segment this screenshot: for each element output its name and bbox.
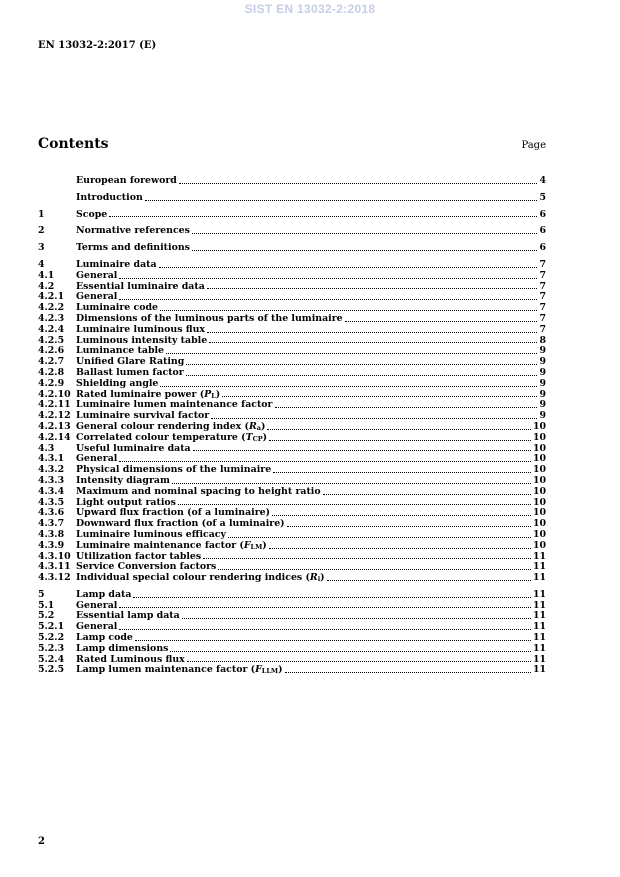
toc-entry-title-text: Upward flux fraction (of a luminaire) <box>76 507 271 519</box>
toc-entry-page: 10 <box>532 496 546 508</box>
toc-entry-number: 4.2.8 <box>38 366 65 378</box>
toc-entry[interactable] <box>38 193 546 204</box>
toc-entry-page: 7 <box>539 323 546 335</box>
toc-entry-title-text: Luminaire luminous flux <box>76 323 206 335</box>
toc-entry-page: 11 <box>532 621 546 633</box>
toc-dot-leader <box>267 429 531 430</box>
toc-entry-title-text: Rated luminaire power ( <box>76 388 205 400</box>
toc-entry-number: 4.2.7 <box>38 356 65 368</box>
toc-entry-title-text: Normative references <box>76 225 190 237</box>
toc-entry-number: 3 <box>38 242 45 254</box>
toc-entry-title <box>76 573 325 584</box>
toc-dot-leader <box>193 450 531 451</box>
toc-dot-leader <box>207 288 538 289</box>
toc-dot-leader <box>273 472 531 473</box>
toc-entry-number: 4.2.3 <box>38 312 65 324</box>
toc-entry-title-text: European foreword <box>76 175 177 186</box>
toc-entry-page: 7 <box>539 269 546 281</box>
watermark-text: SIST EN 13032-2:2018 <box>244 2 376 16</box>
toc-entry-title-text: Utilization factor tables <box>76 550 202 562</box>
toc-entry-title-text: Essential luminaire data <box>76 280 205 292</box>
toc-entry-page: 7 <box>539 258 546 270</box>
toc-entry-title-text: Intensity diagram <box>76 474 170 486</box>
toc-entry-title-text: General <box>76 291 118 303</box>
toc-entry-number: 4.2.2 <box>38 302 65 314</box>
toc-entry-title <box>76 210 107 221</box>
toc-entry-title-text: General <box>76 621 118 633</box>
toc-entry-symbol: P <box>204 388 212 400</box>
toc-entry-page: 11 <box>532 642 546 654</box>
toc-entry-number: 5.2.1 <box>38 621 65 633</box>
toc-entry-number: 4.2.5 <box>38 334 65 346</box>
toc-entry-page: 11 <box>532 550 546 562</box>
toc-entry-page: 7 <box>539 280 546 292</box>
toc-entry[interactable] <box>38 210 546 221</box>
toc-entry-symbol: R <box>248 420 257 432</box>
toc-entry-page: 5 <box>539 191 546 203</box>
toc-entry-number: 4.3.12 <box>38 572 71 584</box>
toc-entry-page: 9 <box>539 388 546 400</box>
toc-entry[interactable] <box>38 243 546 254</box>
toc-entry-number: 4.2 <box>38 280 55 292</box>
toc-entry-number: 4.3.10 <box>38 550 71 562</box>
toc-entry-symbol-subscript: LM <box>250 542 263 551</box>
toc-entry-title-text: Ballast lumen factor <box>76 366 184 378</box>
toc-entry-number: 4.3.6 <box>38 507 65 519</box>
toc-dot-leader <box>187 661 531 662</box>
toc-entry-number: 1 <box>38 208 45 220</box>
toc-dot-leader <box>159 267 538 268</box>
toc-entry-page: 10 <box>532 474 546 486</box>
toc-dot-leader <box>272 515 531 516</box>
toc-entry-title-text: Physical dimensions of the luminaire <box>76 464 272 476</box>
toc-entry-number: 5 <box>38 588 45 600</box>
toc-entry-number: 4.2.6 <box>38 345 65 357</box>
toc-dot-leader <box>160 386 537 387</box>
toc-entry-title-text: Dimensions of the luminous parts of the luminaire <box>76 312 343 324</box>
toc-entry-page: 8 <box>539 334 546 346</box>
toc-dot-leader <box>275 407 538 408</box>
toc-entry-number: 4.2.9 <box>38 377 65 389</box>
page-number: 2 <box>38 836 45 847</box>
toc-entry-title-text: Essential lamp data <box>76 610 180 622</box>
toc-entry-symbol: F <box>255 664 262 676</box>
table-of-contents <box>38 176 546 676</box>
toc-entry-number: 4.3 <box>38 442 55 454</box>
toc-dot-leader <box>287 526 531 527</box>
toc-entry-number: 4.2.14 <box>38 431 71 443</box>
toc-entry-number: 5.2 <box>38 610 55 622</box>
document-id: EN 13032-2:2017 (E) <box>38 40 157 51</box>
toc-entry-title-text: Luminous intensity table <box>76 334 208 346</box>
toc-dot-leader <box>345 321 538 322</box>
toc-entry-title <box>76 243 190 254</box>
toc-entry-number: 5.2.5 <box>38 664 65 676</box>
toc-entry-number: 4.2.1 <box>38 291 65 303</box>
toc-dot-leader <box>222 396 537 397</box>
toc-entry-symbol-subscript: i <box>317 575 321 584</box>
toc-entry-title-text: Shielding angle <box>76 377 159 389</box>
toc-entry-page: 7 <box>539 291 546 303</box>
toc-entry-symbol-subscript: CP <box>252 434 263 443</box>
page-column-label: Page <box>521 140 546 151</box>
toc-dot-leader <box>145 200 538 201</box>
toc-entry-title-text: General <box>76 269 118 281</box>
toc-entry-symbol: T <box>245 431 253 443</box>
toc-entry-number: 5.2.2 <box>38 632 65 644</box>
toc-entry-page: 11 <box>532 561 546 573</box>
toc-entry-title-suffix: ) <box>260 420 266 432</box>
toc-entry-page: 11 <box>532 653 546 665</box>
toc-entry-title-suffix: ) <box>262 539 267 551</box>
toc-dot-leader <box>133 597 531 598</box>
toc-entry-title-text: Luminaire luminous efficacy <box>76 528 226 540</box>
toc-dot-leader <box>170 651 531 652</box>
toc-entry-number: 5.1 <box>38 599 55 611</box>
toc-entry-number: 4.2.13 <box>38 420 71 432</box>
toc-entry-symbol-subscript: LLM <box>261 667 279 676</box>
toc-entry-title-suffix: ) <box>320 572 325 584</box>
toc-entry-number: 4.3.5 <box>38 496 65 508</box>
toc-dot-leader <box>192 250 538 251</box>
toc-entry-title-text: General <box>76 599 118 611</box>
toc-entry-title-text: Light output ratios <box>76 496 176 508</box>
toc-entry-title-text: Terms and definitions <box>76 242 190 254</box>
toc-dot-leader <box>327 580 531 581</box>
toc-dot-leader <box>172 483 531 484</box>
toc-entry-page: 10 <box>532 518 546 530</box>
toc-entry-page: 9 <box>539 399 546 411</box>
toc-entry-page: 10 <box>532 485 546 497</box>
toc-dot-leader <box>269 440 531 441</box>
toc-entry-page: 9 <box>539 377 546 389</box>
toc-dot-leader <box>209 342 537 343</box>
toc-entry-title-text: Luminaire survival factor <box>76 410 210 422</box>
toc-entry-title-suffix: ) <box>262 431 268 443</box>
toc-entry-number: 4.3.8 <box>38 528 65 540</box>
toc-entry-page: 11 <box>532 599 546 611</box>
toc-entry-title <box>76 226 190 237</box>
toc-entry-title-text: Luminaire lumen maintenance factor <box>76 399 273 411</box>
toc-entry-page: 10 <box>532 464 546 476</box>
toc-entry-title-text: Lamp data <box>76 588 132 600</box>
toc-entry-number: 4.1 <box>38 269 55 281</box>
toc-entry-number: 4.3.1 <box>38 453 65 465</box>
toc-dot-leader <box>211 418 537 419</box>
toc-dot-leader <box>218 569 531 570</box>
toc-entry-number: 4 <box>38 258 45 270</box>
toc-entry-page: 9 <box>539 356 546 368</box>
toc-entry-title-text: Unified Glare Rating <box>76 356 185 368</box>
toc-entry[interactable] <box>38 665 546 676</box>
toc-dot-leader <box>160 310 537 311</box>
toc-entry-title-text: Maximum and nominal spacing to height ratio <box>76 485 321 497</box>
toc-entry-page: 10 <box>532 420 546 432</box>
toc-dot-leader <box>119 461 531 462</box>
toc-entry-page: 10 <box>532 442 546 454</box>
toc-entry-page: 11 <box>532 572 546 584</box>
toc-entry-number: 4.3.3 <box>38 474 65 486</box>
toc-entry-title-text: Useful luminaire data <box>76 442 191 454</box>
toc-entry-title-text: Scope <box>76 208 108 220</box>
toc-dot-leader <box>119 278 537 279</box>
toc-entry-number: 4.2.12 <box>38 410 71 422</box>
toc-entry-page: 10 <box>532 539 546 551</box>
toc-entry-title-text: Luminaire code <box>76 302 158 314</box>
toc-entry-title <box>76 665 283 676</box>
toc-entry-page: 9 <box>539 366 546 378</box>
toc-entry-title <box>76 193 143 204</box>
toc-entry-number: 4.3.11 <box>38 561 71 573</box>
toc-entry-page: 7 <box>539 312 546 324</box>
toc-dot-leader <box>179 183 538 184</box>
toc-dot-leader <box>119 299 537 300</box>
toc-dot-leader <box>178 504 531 505</box>
toc-dot-leader <box>186 375 538 376</box>
toc-dot-leader <box>285 672 531 673</box>
toc-entry-page: 9 <box>539 410 546 422</box>
toc-entry-page: 11 <box>532 664 546 676</box>
toc-entry-symbol: F <box>243 539 251 551</box>
toc-entry-number: 5.2.3 <box>38 642 65 654</box>
toc-entry-page: 7 <box>539 302 546 314</box>
toc-entry-page: 11 <box>532 610 546 622</box>
toc-entry-title-suffix: ) <box>215 388 221 400</box>
toc-dot-leader <box>119 607 531 608</box>
toc-entry[interactable] <box>38 176 546 187</box>
toc-entry-number: 4.2.11 <box>38 399 71 411</box>
toc-dot-leader <box>323 494 531 495</box>
toc-entry-number: 4.3.2 <box>38 464 65 476</box>
toc-entry-title-text: Luminaire maintenance factor ( <box>76 539 244 551</box>
toc-entry-symbol: R <box>309 572 318 584</box>
toc-dot-leader <box>186 364 537 365</box>
toc-entry-title-text: Rated Luminous flux <box>76 653 185 665</box>
toc-entry-page: 6 <box>539 242 546 254</box>
toc-dot-leader <box>269 548 531 549</box>
toc-entry-title-text: Lamp dimensions <box>76 642 169 654</box>
toc-entry-title-text: General colour rendering index ( <box>76 420 249 432</box>
toc-dot-leader <box>207 332 537 333</box>
toc-dot-leader <box>166 353 537 354</box>
toc-dot-leader <box>192 233 538 234</box>
toc-entry-page: 10 <box>532 453 546 465</box>
toc-dot-leader <box>119 629 531 630</box>
toc-entry-page: 6 <box>539 225 546 237</box>
toc-dot-leader <box>203 558 531 559</box>
contents-heading: Contents <box>38 136 109 152</box>
toc-dot-leader <box>228 537 531 538</box>
toc-entry-page: 11 <box>532 632 546 644</box>
toc-entry-number: 4.2.10 <box>38 388 71 400</box>
toc-entry-number: 4.3.7 <box>38 518 65 530</box>
toc-entry-page: 10 <box>532 528 546 540</box>
toc-entry-title-text: Service Conversion factors <box>76 561 217 573</box>
toc-entry-title-text: Downward flux fraction (of a luminaire) <box>76 518 285 530</box>
toc-entry-title-text: Individual special colour rendering indices ( <box>76 572 310 584</box>
toc-entry-number: 4.3.4 <box>38 485 65 497</box>
toc-entry-page: 10 <box>532 431 546 443</box>
toc-entry-title-suffix: ) <box>278 664 283 676</box>
toc-dot-leader <box>182 618 531 619</box>
toc-entry-page: 11 <box>532 588 546 600</box>
toc-entry-symbol-subscript: L <box>211 391 216 400</box>
toc-entry-title-text: General <box>76 453 118 465</box>
toc-entry-page: 10 <box>532 507 546 519</box>
toc-entry-page: 4 <box>539 175 546 186</box>
toc-entry-number: 4.2.4 <box>38 323 65 335</box>
toc-entry[interactable] <box>38 226 546 237</box>
toc-entry-title-text: Luminance table <box>76 345 165 357</box>
toc-entry-number: 4.3.9 <box>38 539 65 551</box>
toc-entry-page: 9 <box>539 345 546 357</box>
toc-entry-page: 6 <box>539 208 546 220</box>
toc-entry-number: 5.2.4 <box>38 653 65 665</box>
toc-entry[interactable] <box>38 573 546 584</box>
toc-entry-number: 2 <box>38 225 45 237</box>
toc-entry-title-text: Introduction <box>76 191 143 203</box>
toc-entry-symbol-subscript: a <box>256 423 261 432</box>
toc-entry-title-text: Correlated colour temperature ( <box>76 431 246 443</box>
toc-entry-title <box>76 176 177 187</box>
toc-dot-leader <box>109 216 537 217</box>
toc-dot-leader <box>135 640 531 641</box>
toc-entry-title-text: Luminaire data <box>76 258 157 270</box>
toc-entry-title-text: Lamp code <box>76 632 133 644</box>
toc-entry-title-text: Lamp lumen maintenance factor ( <box>76 664 256 676</box>
